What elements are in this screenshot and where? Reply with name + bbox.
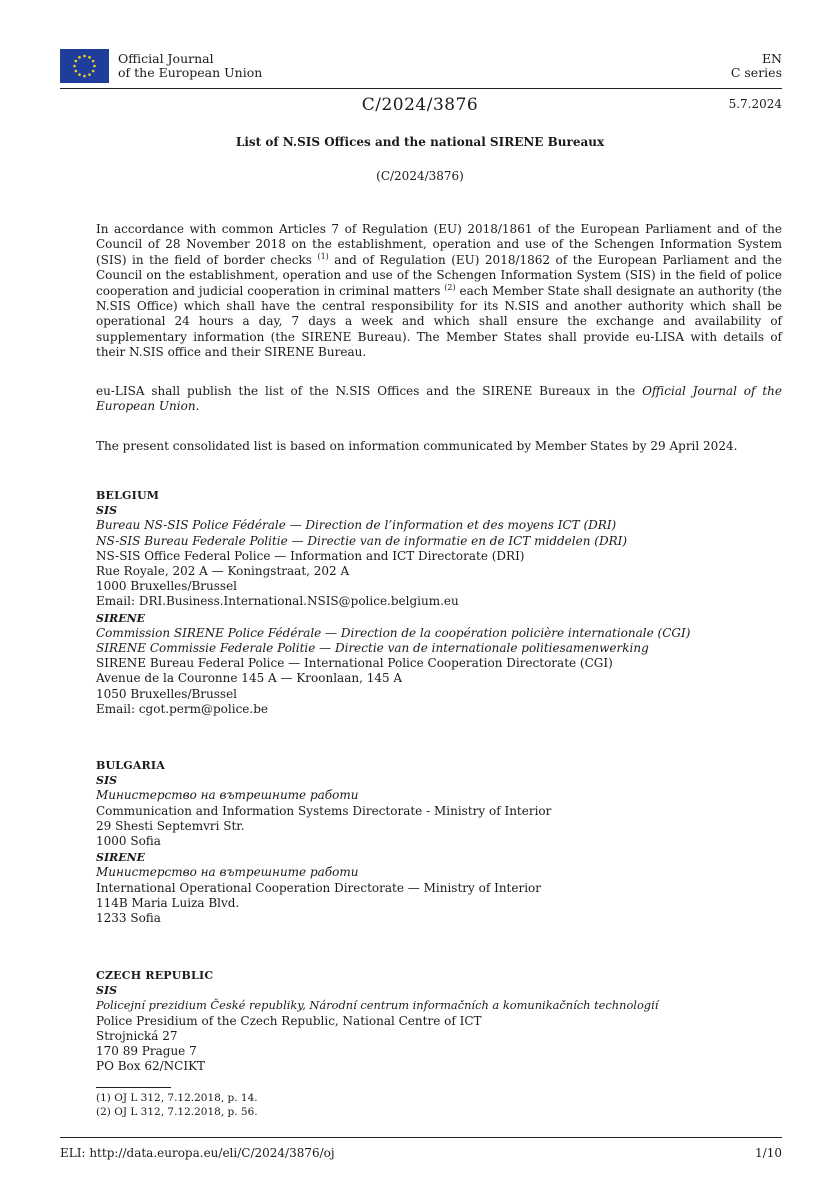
footnote-1: (1) OJ L 312, 7.12.2018, p. 14. [96, 1092, 258, 1104]
footnote-rule [96, 1087, 171, 1088]
sirene-label: SIRENE [96, 851, 146, 865]
intro-p2-part-a: eu-LISA shall publish the list of the N.SIS Offices and the SIRENE Bureaux in the [96, 384, 643, 398]
flag-star [88, 56, 91, 59]
flag-star [88, 73, 91, 76]
intro-p2-part-b: . [195, 399, 200, 414]
sis-office-name-en: Police Presidium of the Czech Republic, National Centre of ICT [96, 1013, 482, 1028]
sis-label: SIS [96, 984, 118, 998]
sis-office-name-nl: NS-SIS Bureau Federale Politie — Directie van de informatie en de ICT middelen (DRI) [96, 533, 628, 548]
sis-email: Email: DRI.Business.International.NSIS@police.belgium.eu [96, 594, 459, 609]
sirene-address-city: 1050 Bruxelles/Brussel [96, 686, 238, 701]
sis-po-box: PO Box 62/NCIKT [96, 1059, 206, 1074]
journal-reference: Official Journal of the European Union [96, 384, 783, 414]
sis-address-city: 1000 Bruxelles/Brussel [96, 579, 238, 594]
sis-office-name-en: NS-SIS Office Federal Police — Information and ICT Directorate (DRI) [96, 548, 525, 563]
sirene-address-street: 114B Maria Luiza Blvd. [96, 895, 240, 910]
sirene-email: Email: cgot.perm@police.be [96, 701, 268, 716]
flag-star [92, 60, 95, 63]
flag-star [92, 70, 95, 73]
footer-rule [60, 1137, 782, 1138]
sirene-name-en: International Operational Cooperation Directorate — Ministry of Interior [96, 880, 542, 895]
document-title: List of N.SIS Offices and the national SIRENE Bureaux [235, 135, 605, 149]
country-heading: CZECH REPUBLIC [96, 969, 214, 982]
journal-name-line2: of the European Union [118, 65, 263, 80]
flag-star [75, 70, 78, 73]
sis-address-street: Rue Royale, 202 A — Koningstraat, 202 A [96, 564, 350, 579]
sis-address-street: 29 Shesti Septemvri Str. [96, 818, 245, 833]
header-rule [60, 88, 782, 89]
page-number: 1/10 [755, 1146, 782, 1160]
sis-office-name-bg: Министерство на вътрешните работи [96, 788, 359, 803]
flag-star [75, 60, 78, 63]
intro-p1-part-a: In accordance with common Articles 7 of Regulation (EU) 2018/1861 of the European Parliament and of the Council of 28 November 2018 on the establishment, operation and use of the Schengen Information System (SIS) in the field of border checks [96, 222, 782, 267]
flag-star [93, 65, 96, 68]
sirene-name-nl: SIRENE Commissie Federale Politie — Directie van de internationale politiesamenwerking [96, 641, 649, 656]
sis-address-city: 1000 Sofia [96, 834, 161, 849]
footnote-ref-1[interactable]: (1) [317, 251, 329, 261]
sirene-label: SIRENE [96, 611, 146, 625]
intro-p1-part-b: and of Regulation (EU) 2018/1862 of the European Parliament and the Council on the establishment, operation and use of the Schengen Information System (SIS) in the field of police cooperation and judicial cooperation in criminal matters [96, 252, 782, 298]
footnote-ref-2[interactable]: (2) [444, 282, 456, 292]
intro-paragraph-1 [96, 222, 782, 361]
sirene-address-city: 1233 Sofia [96, 911, 161, 926]
sis-office-name-fr: Bureau NS-SIS Police Fédérale — Direction de l’information et des moyens ICT (DRI) [96, 518, 617, 533]
sirene-name-bg: Министерство на вътрешните работи [96, 865, 359, 880]
sirene-name-en: SIRENE Bureau Federal Police — International Police Cooperation Directorate (CGI) [96, 656, 613, 671]
document-subtitle: (C/2024/3876) [376, 169, 464, 183]
sirene-name-fr: Commission SIRENE Police Fédérale — Direction de la coopération policière internationale (CGI) [96, 625, 691, 640]
flag-star [83, 55, 86, 58]
country-heading: BULGARIA [96, 759, 165, 772]
intro-p1-part-c: each Member State shall designate an authority (the N.SIS Office) which shall have the central responsibility for its N.SIS and another authority which shall be operational 24 hours a day, 7 days a week and which shall ensure the exchange and availability of supplementary information (the SIRENE Bureau). The Member States shall provide eu-LISA with details of their N.SIS office and their SIRENE Bureau. [96, 283, 782, 360]
sis-label: SIS [96, 774, 118, 788]
document-number: C/2024/3876 [361, 95, 479, 115]
section-bulgaria [96, 758, 782, 926]
intro-paragraph-2 [96, 384, 782, 415]
flag-star [73, 65, 76, 68]
section-czech-republic [96, 968, 782, 1074]
sis-office-name-cs: Policejní prezidium České republiky, Národní centrum informačních a komunikačních technologií [96, 998, 659, 1013]
eu-flag-icon [60, 49, 109, 83]
footnote-2: (2) OJ L 312, 7.12.2018, p. 56. [96, 1106, 258, 1118]
series-label: C series [730, 65, 782, 80]
eli-link[interactable]: ELI: http://data.europa.eu/eli/C/2024/3876/oj [60, 1146, 335, 1160]
language-code: EN [761, 51, 782, 66]
sirene-address-street: Avenue de la Couronne 145 A — Kroonlaan, 145 A [96, 671, 403, 686]
intro-paragraph-3: The present consolidated list is based on information communicated by Member States by 29 April 2024. [96, 439, 738, 453]
journal-name [118, 52, 262, 80]
flag-star [78, 56, 81, 59]
sis-address-street: Strojnická 27 [96, 1028, 178, 1043]
language-series [731, 52, 782, 80]
journal-header [60, 48, 782, 86]
sis-address-city: 170 89 Prague 7 [96, 1044, 197, 1059]
section-belgium [96, 488, 782, 717]
journal-name-line1: Official Journal [118, 51, 214, 66]
flag-star [83, 75, 86, 78]
publication-date: 5.7.2024 [728, 97, 782, 111]
country-heading: BELGIUM [96, 489, 160, 502]
sis-office-name-en: Communication and Information Systems Directorate - Ministry of Interior [96, 803, 552, 818]
flag-star [78, 73, 81, 76]
sis-label: SIS [96, 504, 118, 518]
